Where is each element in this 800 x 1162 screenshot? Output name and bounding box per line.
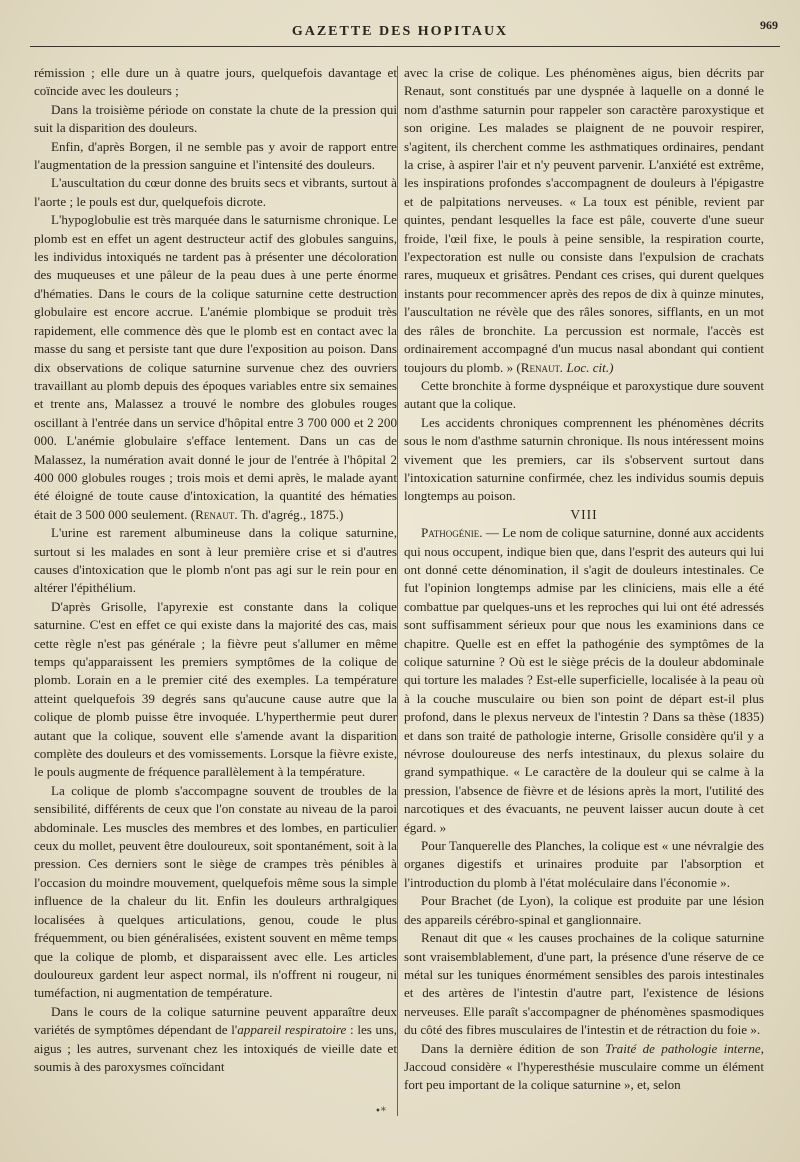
page-number: 969 (760, 18, 778, 32)
paragraph: Les accidents chroniques comprennent les phénomènes décrits sous le nom d'asthme saturnin chronique. Ils nous intéressent moins vivement que les premiers, car ils s'observent surtout dans l'intoxication saturnine confirmée, chez les individus soumis depuis longtemps au poison. (404, 414, 764, 504)
left-column (34, 64, 397, 1076)
paragraph: Pour Tanquerelle des Planches, la colique est « une névralgie des organes digestifs et urinaires produite par l'absorption et l'introduction du plomb à l'état moléculaire dans l'économie ». (404, 838, 764, 890)
column-divider (397, 66, 398, 1116)
paragraph-text: , Jaccoud considère « l'hyperesthésie musculaire comme un élément fort peu important de la colique saturnine », et, selon (404, 1040, 764, 1093)
citation-reference: . Loc. cit.) (560, 359, 614, 375)
paragraph-text: : les uns, aigus ; les autres, survenant chez les intoxiqués de vieille date et soumis à des paroxysmes coïncidant (34, 1022, 397, 1074)
paragraph (404, 524, 764, 837)
paragraph-text: Dans la dernière édition de son (421, 1040, 606, 1056)
paragraph: La colique de plomb s'accompagne souvent de troubles de la sensibilité, différents de ceux que l'on constate au niveau de la paroi abdominale. Les muscles des membres et des lombes, en particulier ceux du mollet, peuvent être douloureux, soit spontanément, soit à la pression. Ces derniers sont le siège de crampes très pénibles à l'occasion du moindre mouvement, quelquefois même sous la simple influence de la chaleur du lit. Enfin les douleurs arthralgiques localisées à quelques articulations, genou, coude le plus fréquemment, ou bien généralisées, existent souvent en même temps que la colique de plomb, et disparaissent avec elle. Les articles douloureux gardent leur aspect normal, ils n'offrent ni rougeur, ni tuméfaction, ni augmentation de température. (34, 782, 397, 1001)
section-label: Pathogénie. (421, 525, 483, 541)
paragraph: Dans la troisième période on constate la chute de la pression qui suit la disparition des douleurs. (34, 101, 397, 136)
paragraph (404, 1040, 764, 1095)
paragraph: L'auscultation du cœur donne des bruits secs et vibrants, surtout à l'aorte ; le pouls est dur, quelquefois dicrote. (34, 175, 397, 209)
paragraph-text: — Le nom de colique saturnine, donné aux accidents qui nous occupent, indique bien que, dans l'esprit des auteurs qui lui ont donné cette dénomination, il s'agit de douleurs intestinales. Ce fut l'opinion longtemps admise par les cliniciens, mais elle a été combattue par quelques-uns et les reproches qui lui ont été adressés sont suffisamment sérieux pour que nous les examinions dans ce chapitre. Quelle est en effet la pathogénie des symptômes de la colique saturnine ? Où est le siège précis de la douleur abdominale qui torture les malades ? Est-elle superficielle, localisée à la peau où à la couche musculaire ou bien son point de départ est-il plus profond, dans le plexus nerveux de l'intestin ? Dans sa thèse (1835) et dans son traité de pathologie interne, Grisolle considère qu'il y a névrose douloureuse des nerfs intestinaux, du plexus solaire du grand sympathique. « Le caractère de la douleur qui se calme à la pression, l'absence de fièvre et de lésions après la mort, l'utilité des narcotiques et des évacuants, ne peuvent laisser aucun doute à cet égard. » (404, 525, 764, 835)
paragraph (34, 211, 397, 524)
footer-mark: •* (375, 1106, 386, 1117)
paragraph-text: L'hypoglobulie est très marquée dans le saturnisme chronique. Le plomb est en effet un agent destructeur actif des globules sanguins, les individus intoxiqués ne tardent pas à présenter une décoloration des muqueuses et une pâleur de la peau dues à une perte énorme d'hématies. Dans le cours de la colique saturnine cette destruction globulaire est encore accrue. L'anémie plombique se produit très rapidement, elle commence dès que le plomb est en contact avec la masse du sang et persiste tant que dure l'exposition au poison. Dans dix observations de colique saturnine survenue chez des ouvriers travaillant au plomb depuis des époques variables entre six semaines et trente ans, Malassez a trouvé le nombre des globules rouges oscillant à l'entrée dans un service d'hôpital entre 3 700 000 et 2 200 000. L'anémie globulaire s'efface lentement. Dans un cas de Malassez, la numération avait donné le jour de l'entrée à l'hôpital 2 400 000 globules rouges ; trois mois et demi après, le malade ayant été éloigné de toute cause d'intoxication, la quantité des hématies était de 3 500 000 seulement. ( (34, 212, 397, 522)
paragraph: Pour Brachet (de Lyon), la colique est produite par une lésion des appareils cérébro-spinal et ganglionnaire. (404, 893, 764, 927)
italic-title: Traité de pathologie interne (605, 1040, 761, 1056)
citation-author: Renaut (195, 506, 235, 522)
paragraph: Cette bronchite à forme dyspnéique et paroxystique dure souvent autant que la colique. (404, 377, 764, 412)
header-rule (30, 46, 780, 47)
journal-title: GAZETTE DES HOPITAUX (291, 24, 509, 39)
paragraph: Renaut dit que « les causes prochaines de la colique saturnine sont vraisemblablement, d'une part, la présence d'une réserve de ce métal sur les tuniques énormément sensibles des parois intestinales et des artères de l'intestin d'autre part, l'existence de lésions nerveuses. Elle paraît s'accompagner de phénomènes spasmodiques du côté des fibres musculaires de l'intestin et de rétraction du foie ». (404, 930, 764, 1038)
citation-reference: . Th. d'agrég., 1875.) (234, 506, 344, 522)
paragraph: rémission ; elle dure un à quatre jours, quelquefois davantage et coïncide avec les douleurs ; (34, 65, 397, 99)
citation-author: Renaut (520, 359, 560, 375)
paragraph: L'urine est rarement albumineuse dans la colique saturnine, surtout si les malades en sont à leur première crise et si d'autres causes d'intoxication que le plomb n'ont pas agi sur le rein pour en altérer l'épithélium. (34, 525, 397, 596)
paragraph-text: Dans le cours de la colique saturnine peuvent apparaître deux variétés de symptômes dépendant de l' (34, 1003, 397, 1038)
section-heading: VIII (570, 506, 598, 522)
paragraph: Enfin, d'après Borgen, il ne semble pas y avoir de rapport entre l'augmentation de la pression sanguine et l'intensité des douleurs. (34, 138, 397, 173)
paragraph: D'après Grisolle, l'apyrexie est constante dans la colique saturnine. C'est en effet ce qui existe dans la majorité des cas, mais cette règle n'est pas générale ; la fièvre peut s'allumer en même temps qu'apparaissent les premiers symptômes de la colique de plomb. Lorain en a le premier cité des exemples. La température atteint quelquefois 39 degrés sans qu'aucune cause autre que la colique de plomb puisse être invoquée. L'hyperthermie peut durer autant que la colique, souvent elle s'amende avant la disparition complète des douleurs et des vomissements. Lorsque la fièvre existe, le pouls augmente de fréquence parallèlement à la température. (34, 598, 397, 780)
page-header (20, 16, 780, 46)
right-column (404, 64, 764, 1095)
paragraph-text: avec la crise de colique. Les phénomènes aigus, bien décrits par Renaut, sont constitués par une dyspnée à laquelle on a donné le nom d'asthme saturnin pour rappeler son caractère paroxystique et son origine. Les malades se plaignent de ne pouvoir respirer, s'agitent, ils cherchent comme les asthmatiques ordinaires, pendant la crise, à aspirer l'air et n'y peuvent parvenir. L'anxiété est extrême, les inspirations profondes s'accompagnent de douleurs à l'épigastre et de palpitations nerveuses. « La toux est pénible, revient par quintes, pendant lesquelles la face est pâle, couverte d'une sueur froide, l'œil fixe, le pouls à peine sensible, la respiration courte, l'expectoration est nulle ou consiste dans l'expulsion de crachats rares, muqueux et grisâtres. Pendant ces crises, qui durent quelques instants pour recommencer après des repos de dix à quinze minutes, l'auscultation ne révèle que des râles sonores, sifflants, en un mot des râles de bronchite. La percussion est normale, l'accès est ordinairement accompagné d'un mucus nasal abondant qui contient toujours du plomb. » ( (404, 65, 764, 375)
paragraph (404, 64, 764, 377)
italic-term: appareil respiratoire (237, 1022, 347, 1038)
paragraph (34, 1003, 397, 1077)
